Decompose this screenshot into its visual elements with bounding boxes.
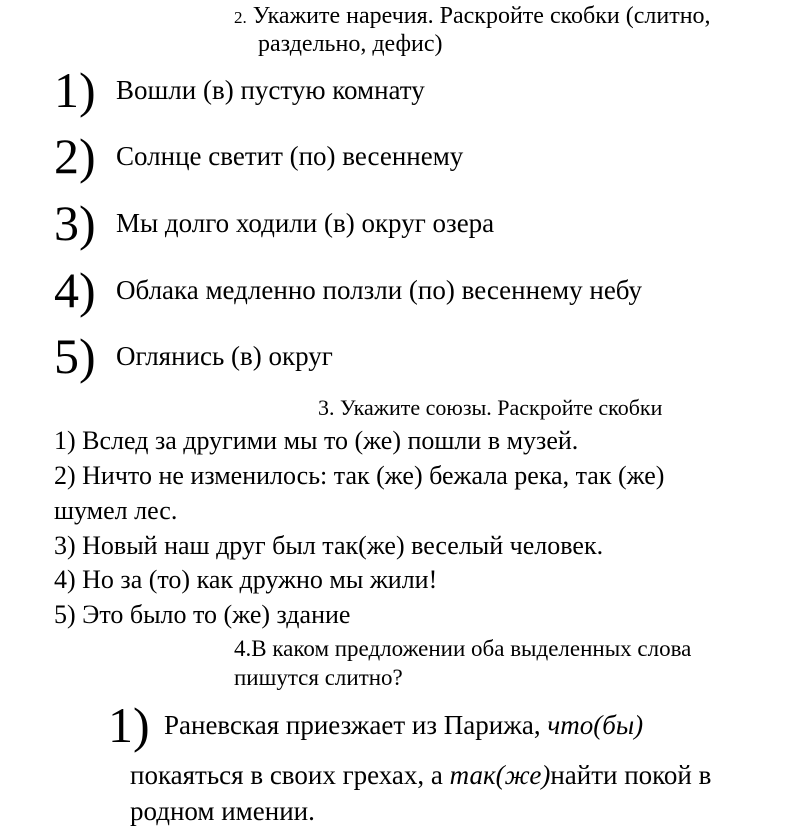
task4-heading-line2: пишутся слитно?	[234, 665, 403, 690]
item-text: Вошли (в) пустую комнату	[116, 75, 425, 105]
task2-item-1	[54, 62, 425, 118]
item-number: 2)	[54, 128, 96, 184]
task4-item-1	[108, 697, 643, 753]
item-number: 3)	[54, 195, 96, 251]
highlighted-word: что(бы)	[547, 710, 644, 740]
task2-item-4	[54, 262, 642, 318]
task2-number: 2.	[234, 8, 247, 27]
task3-line-1: 1) Вслед за другими мы то (же) пошли в музей.	[54, 426, 579, 455]
task3-line-2: 2) Ничто не изменилось: так (же) бежала река, так (же)	[54, 461, 665, 490]
item-text-part: найти покой в	[550, 760, 712, 790]
task2-heading-line2: раздельно, дефис)	[258, 31, 443, 57]
task2-item-5	[54, 328, 333, 384]
task4-heading-line1: 4.В каком предложении оба выделенных слова	[234, 636, 692, 661]
item-text: Оглянись (в) округ	[116, 341, 333, 371]
item-text-part: покаяться в своих грехах, а	[130, 760, 450, 790]
item-text: Мы долго ходили (в) округ озера	[116, 208, 495, 238]
task3-line-3: шумел лес.	[54, 496, 178, 525]
item-number: 4)	[54, 262, 96, 318]
task3-line-6: 5) Это было то (же) здание	[54, 600, 351, 629]
task2-item-2	[54, 128, 463, 184]
item-number: 1)	[54, 62, 96, 118]
task4-item-1-continuation-2: родном имении.	[130, 796, 315, 826]
task2-heading	[234, 2, 711, 32]
item-number: 1)	[108, 697, 150, 753]
item-text: Облака медленно ползли (по) весеннему небу	[116, 275, 643, 305]
task3-heading: 3. Укажите союзы. Раскройте скобки	[318, 395, 663, 420]
task2-item-3	[54, 195, 494, 251]
item-text-part: Раневская приезжает из Парижа,	[164, 710, 548, 740]
highlighted-word: так(же)	[449, 760, 551, 790]
item-number: 5)	[54, 328, 96, 384]
task4-item-1-continuation	[130, 757, 711, 793]
task2-heading-line1: Укажите наречия. Раскройте скобки (слитно,	[252, 3, 711, 29]
item-text: Солнце светит (по) весеннему	[116, 141, 464, 171]
task3-line-4: 3) Новый наш друг был так(же) веселый человек.	[54, 531, 604, 560]
task3-line-5: 4) Но за (то) как дружно мы жили!	[54, 565, 438, 594]
item-text	[164, 697, 643, 753]
